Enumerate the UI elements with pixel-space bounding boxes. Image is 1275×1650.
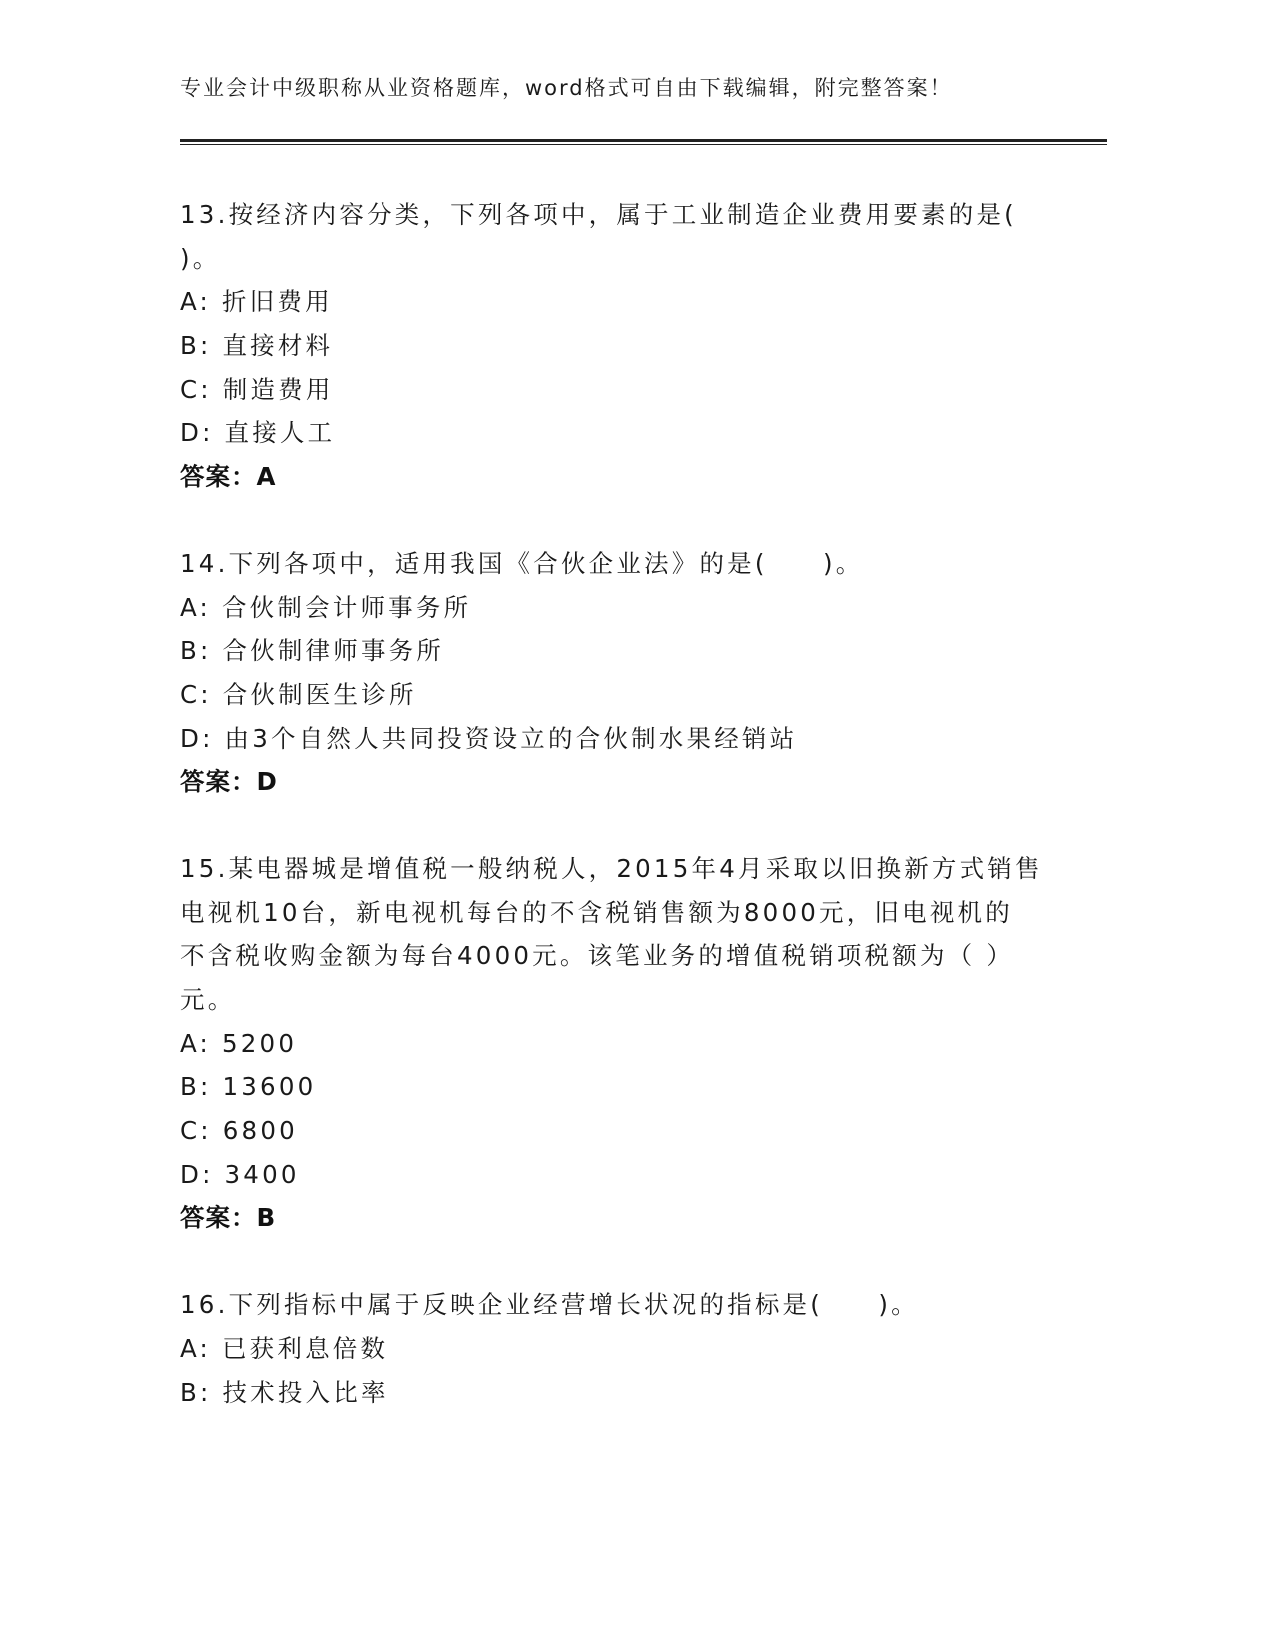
header-divider-thick [180, 139, 1107, 142]
header-divider-thin [180, 144, 1107, 145]
question-stem: 电视机10台，新电视机每台的不含税销售额为8000元，旧电视机的 [180, 897, 1013, 927]
option-d: D: 由3个自然人共同投资设立的合伙制水果经销站 [180, 723, 798, 753]
page-header: 专业会计中级职称从业资格题库，word格式可自由下载编辑，附完整答案！ [180, 76, 953, 100]
question-stem: 元。 [180, 985, 236, 1014]
option-c: C: 合伙制医生诊所 [180, 679, 417, 709]
option-a: A: 已获利息倍数 [180, 1333, 389, 1363]
question-14 [180, 542, 1060, 804]
option-b: B: 直接材料 [180, 331, 334, 361]
option-d: D: 3400 [180, 1159, 300, 1189]
option-a: A: 合伙制会计师事务所 [180, 592, 472, 622]
option-d: D: 直接人工 [180, 418, 336, 448]
answer-label: 答案：A [180, 462, 277, 492]
question-stem: 16.下列指标中属于反映企业经营增长状况的指标是( )。 [180, 1290, 919, 1320]
question-15 [180, 847, 1060, 1240]
question-stem: 15.某电器城是增值税一般纳税人，2015年4月采取以旧换新方式销售 [180, 853, 1043, 883]
option-b: B: 13600 [180, 1072, 317, 1102]
question-stem: 14.下列各项中，适用我国《合伙企业法》的是( )。 [180, 548, 864, 578]
answer-label: 答案：D [180, 767, 278, 797]
option-c: C: 6800 [180, 1116, 298, 1146]
option-c: C: 制造费用 [180, 374, 334, 404]
question-16 [180, 1283, 1060, 1414]
option-b: B: 合伙制律师事务所 [180, 636, 445, 666]
question-stem: )。 [180, 243, 221, 273]
option-b: B: 技术投入比率 [180, 1377, 389, 1407]
question-list [180, 193, 1060, 1457]
question-stem: 13.按经济内容分类，下列各项中，属于工业制造企业费用要素的是( [180, 200, 1017, 229]
question-13 [180, 193, 1060, 499]
option-a: A: 5200 [180, 1028, 298, 1058]
answer-label: 答案：B [180, 1203, 277, 1233]
option-a: A: 折旧费用 [180, 287, 333, 317]
question-stem: 不含税收购金额为每台4000元。该笔业务的增值税销项税额为（ ） [180, 941, 1015, 971]
